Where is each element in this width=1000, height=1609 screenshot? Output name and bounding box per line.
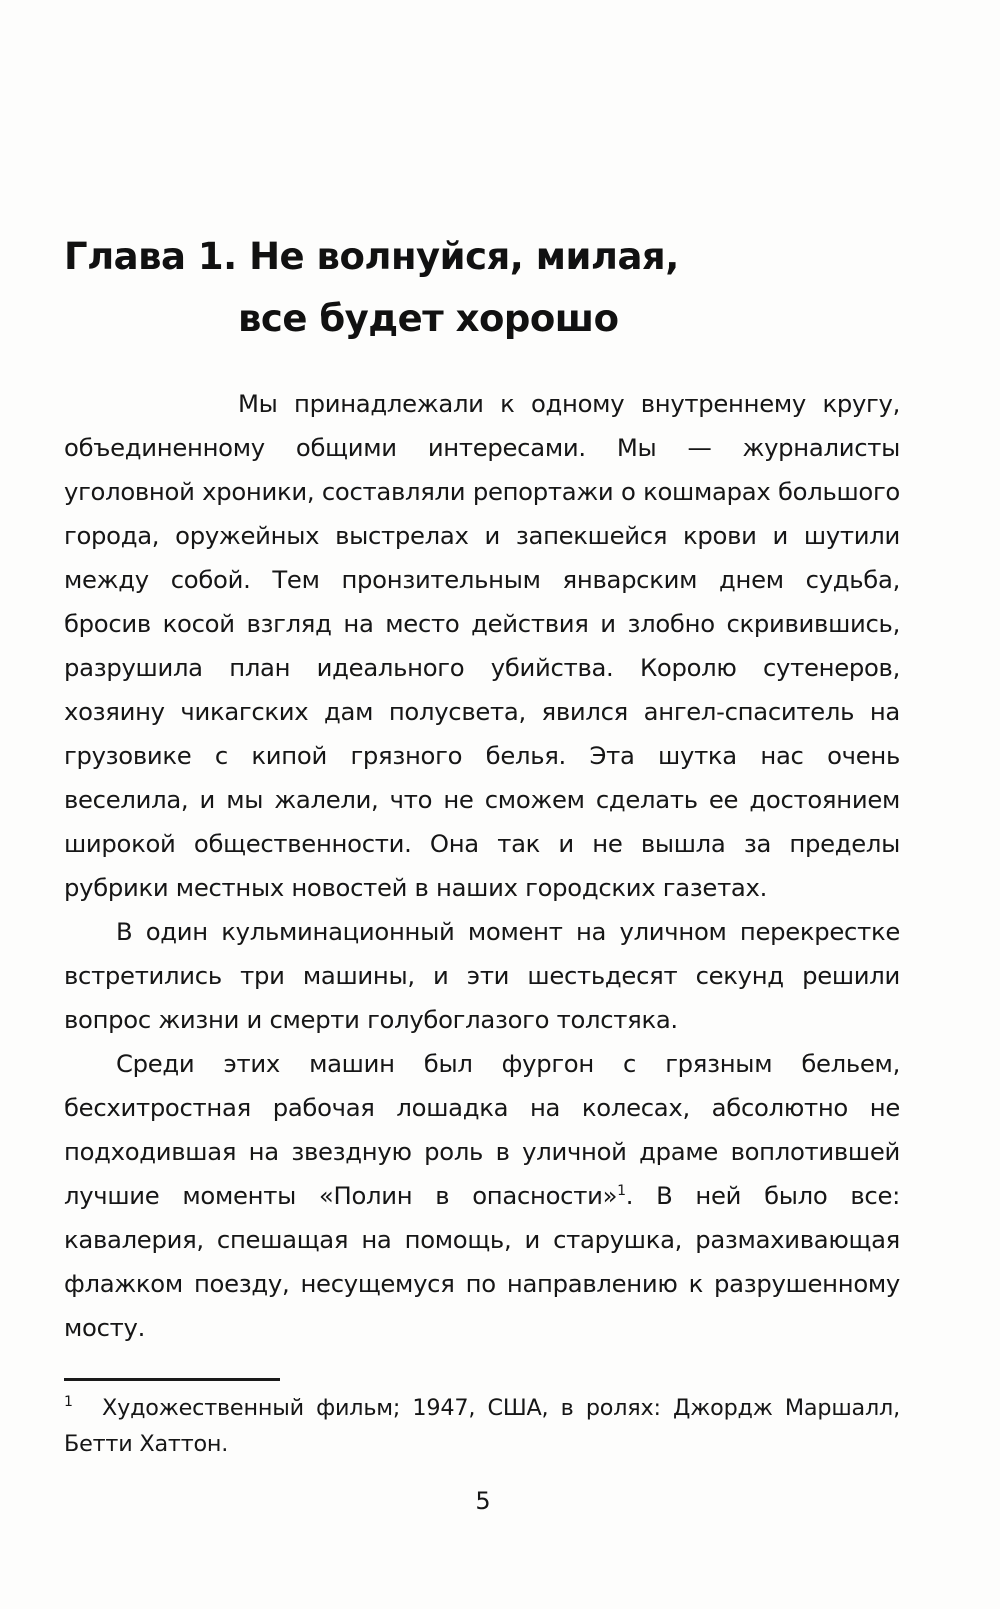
page-number: 5 [475, 1487, 491, 1515]
paragraph-3-text-after: . В ней было все: кавалерия, спешащая на помощь, и старушка, размахивающая флажком поезду, несущемуся по направлению к разрушенному мосту. [64, 1181, 900, 1342]
paragraph-3-text-before: Среди этих машин был фургон с грязным бельем, бесхитростная рабочая лошадка на колесах, абсолютно не подходившая на звездную роль в уличной драме воплотившей лучшие моменты «Полин в опасности» [64, 1049, 900, 1210]
paragraph-3 [64, 1042, 900, 1350]
chapter-title-line-2: все будет хорошо [238, 297, 619, 340]
footnote-number: 1 [64, 1394, 73, 1410]
footnote-text: Художественный фильм; 1947, США, в ролях: Джордж Маршалл, Бетти Хаттон. [64, 1395, 900, 1457]
paragraph-2: В один кульминационный момент на уличном перекрестке встретились три машины, и эти шестьдесят секунд решили вопрос жизни и смерти голубоглазого толстяка. [64, 917, 900, 1034]
footnote-reference: 1 [617, 1182, 626, 1199]
footnote-divider [64, 1378, 280, 1381]
chapter-title [64, 226, 904, 350]
chapter-body [64, 382, 900, 1350]
footnote [64, 1390, 900, 1462]
paragraph-1: Мы принадлежали к одному внутреннему кругу, объединенному общими интересами. Мы — журналисты уголовной хроники, составляли репортажи о кошмарах большого города, оружейных выстрелах и запекшейся крови и шутили между собой. Тем пронзительным январским днем судьба, бросив косой взгляд на место действия и злобно скривившись, разрушила план идеального убийства. Королю сутенеров, хозяину чикагских дам полусвета, явился ангел-спаситель на грузовике с кипой грязного белья. Эта шутка нас очень веселила, и мы жалели, что не сможем сделать ее достоянием широкой общественности. Она так и не вышла за пределы рубрики местных новостей в наших городских газетах. [64, 389, 900, 902]
chapter-title-line-1: Глава 1. Не волнуйся, милая, [64, 235, 679, 278]
